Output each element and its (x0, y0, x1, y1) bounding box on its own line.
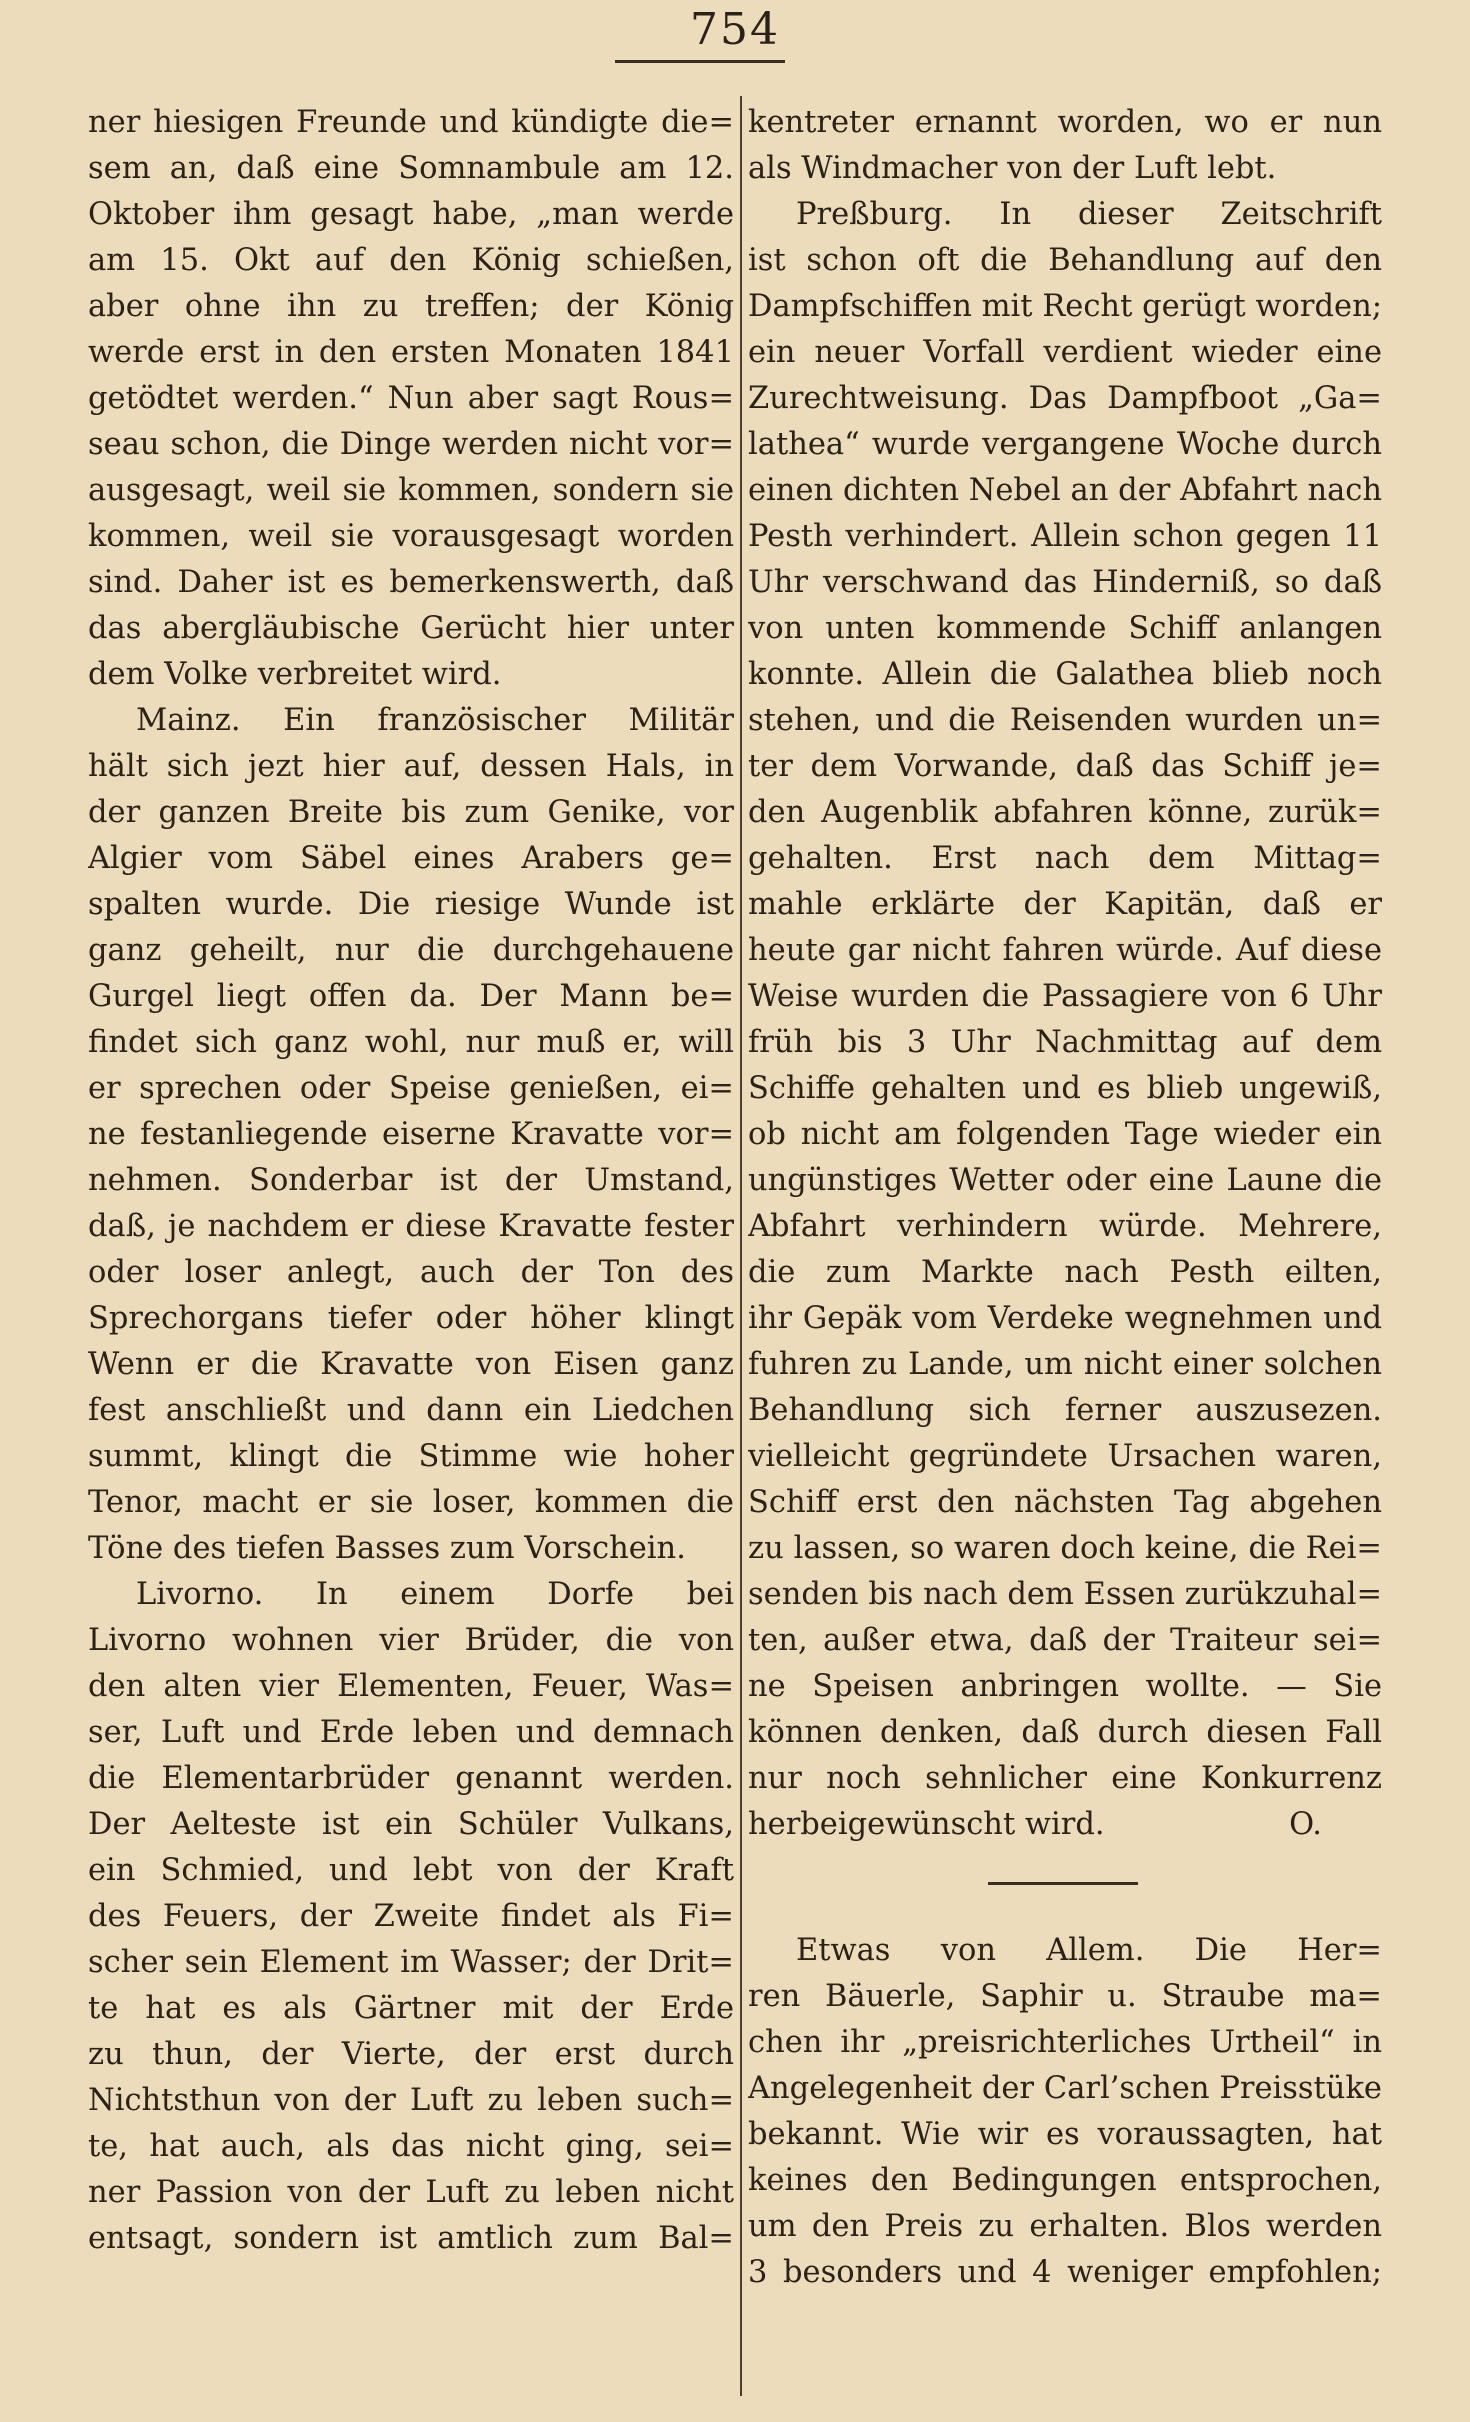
text-line: 3 besonders und 4 weniger empfohlen; (748, 2255, 1382, 2290)
text-line: ne festanliegende eiserne Kravatte vor= (88, 1117, 734, 1152)
text-line: chen ihr „preisrichterliches Urtheil“ in (748, 2025, 1382, 2060)
text-line: ausgesagt, weil sie kommen, sondern sie (88, 473, 734, 508)
text-line: ob nicht am folgenden Tage wieder ein (748, 1117, 1382, 1152)
text-line: der ganzen Breite bis zum Genike, vor (88, 795, 734, 830)
text-line: daß, je nachdem er diese Kravatte fester (88, 1209, 734, 1244)
text-line: hält sich jezt hier auf, dessen Hals, in (88, 749, 734, 784)
text-line: Töne des tiefen Basses zum Vorschein. (88, 1531, 686, 1566)
text-line: ne Speisen anbringen wollte. — Sie (748, 1669, 1382, 1704)
text-line: Behandlung sich ferner auszusezen. (748, 1393, 1382, 1428)
text-line: stehen, und die Reisenden wurden un= (748, 703, 1382, 738)
text-line: Algier vom Säbel eines Arabers ge= (88, 841, 734, 876)
text-line: zu lassen, so waren doch keine, die Rei= (748, 1531, 1382, 1566)
section-divider (748, 1848, 1382, 1894)
text-line: Mainz. Ein französischer Militär (136, 703, 734, 738)
text-line: fest anschließt und dann ein Liedchen (88, 1393, 734, 1428)
text-line: er sprechen oder Speise genießen, ei= (88, 1071, 734, 1106)
text-line: als Windmacher von der Luft lebt. (748, 151, 1277, 186)
text-line: seau schon, die Dinge werden nicht vor= (88, 427, 734, 462)
text-line: Der Aelteste ist ein Schüler Vulkans, (88, 1807, 734, 1842)
text-line: mahle erklärte der Kapitän, daß er (748, 887, 1382, 922)
text-line: scher sein Element im Wasser; der Drit= (88, 1945, 734, 1980)
text-line: Livorno. In einem Dorfe bei (136, 1577, 734, 1612)
text-line: senden bis nach dem Essen zurükzuhal= (748, 1577, 1382, 1612)
text-line: nur noch sehnlicher eine Konkurrenz (748, 1761, 1382, 1796)
text-line: Tenor, macht er sie loser, kommen die (88, 1485, 734, 1520)
text-line: keines den Bedingungen entsprochen, (748, 2163, 1382, 2198)
text-line: am 15. Okt auf den König schießen, (88, 243, 734, 278)
text-line: summt, klingt die Stimme wie hoher (88, 1439, 734, 1474)
text-line: Schiffe gehalten und es blieb ungewiß, (748, 1071, 1382, 1106)
text-line: te hat es als Gärtner mit der Erde (88, 1991, 734, 2026)
page-number: 754 (690, 4, 780, 55)
text-line: ren Bäuerle, Saphir u. Straube ma= (748, 1979, 1382, 2014)
left-column (88, 100, 734, 2262)
text-line: bekannt. Wie wir es voraussagten, hat (748, 2117, 1382, 2152)
text-line: entsagt, sondern ist amtlich zum Bal= (88, 2221, 734, 2256)
text-line: den Augenblik abfahren könne, zurük= (748, 795, 1382, 830)
text-line: die Elementarbrüder genannt werden. (88, 1761, 734, 1796)
text-line: sem an, daß eine Somnambule am 12. (88, 151, 734, 186)
text-line: Pesth verhindert. Allein schon gegen 11 (748, 519, 1382, 554)
text-line: ner hiesigen Freunde und kündigte die= (88, 105, 734, 140)
text-line: Weise wurden die Passagiere von 6 Uhr (748, 979, 1382, 1014)
text-line: sind. Daher ist es bemerkenswerth, daß (88, 565, 734, 600)
text-line: Sprechorgans tiefer oder höher klingt (88, 1301, 734, 1336)
text-line: nehmen. Sonderbar ist der Umstand, (88, 1163, 734, 1198)
right-column (748, 100, 1382, 2296)
text-line: früh bis 3 Uhr Nachmittag auf dem (748, 1025, 1382, 1060)
text-line: ter dem Vorwande, daß das Schiff je= (748, 749, 1382, 784)
text-line: vielleicht gegründete Ursachen waren, (748, 1439, 1382, 1474)
text-line: das abergläubische Gerücht hier unter (88, 611, 734, 646)
text-line: Uhr verschwand das Hinderniß, so daß (748, 565, 1382, 600)
text-line: ner Passion von der Luft zu leben nicht (88, 2175, 734, 2210)
text-line: kentreter ernannt worden, wo er nun (748, 105, 1382, 140)
text-line: konnte. Allein die Galathea blieb noch (748, 657, 1382, 692)
text-line: ungünstiges Wetter oder eine Laune die (748, 1163, 1382, 1198)
text-line: ihr Gepäk vom Verdeke wegnehmen und (748, 1301, 1382, 1336)
text-line: zu thun, der Vierte, der erst durch (88, 2037, 734, 2072)
text-line: einen dichten Nebel an der Abfahrt nach (748, 473, 1382, 508)
text-line: getödtet werden.“ Nun aber sagt Rous= (88, 381, 734, 416)
text-line: Angelegenheit der Carl’schen Preisstüke (748, 2071, 1382, 2106)
text-line: kommen, weil sie vorausgesagt worden (88, 519, 734, 554)
text-line: Wenn er die Kravatte von Eisen ganz (88, 1347, 734, 1382)
text-line: Dampfschiffen mit Recht gerügt worden; (748, 289, 1382, 324)
text-line: aber ohne ihn zu treffen; der König (88, 289, 734, 324)
text-line: ganz geheilt, nur die durchgehauene (88, 933, 734, 968)
header-rule (615, 60, 785, 63)
text-line: Nichtsthun von der Luft zu leben such= (88, 2083, 734, 2118)
text-line: Abfahrt verhindern würde. Mehrere, (748, 1209, 1382, 1244)
text-line: Oktober ihm gesagt habe, „man werde (88, 197, 734, 232)
text-line: fuhren zu Lande, um nicht einer solchen (748, 1347, 1382, 1382)
text-line: te, hat auch, als das nicht ging, sei= (88, 2129, 734, 2164)
text-line: findet sich ganz wohl, nur muß er, will (88, 1025, 734, 1060)
text-line: Livorno wohnen vier Brüder, die von (88, 1623, 734, 1658)
text-line: Etwas von Allem. Die Her= (796, 1933, 1382, 1968)
text-line: um den Preis zu erhalten. Blos werden (748, 2209, 1382, 2244)
spacer (748, 1894, 1382, 1928)
closing-line (748, 1802, 1382, 1848)
text-line: von unten kommende Schiff anlangen (748, 611, 1382, 646)
text-line: Gurgel liegt offen da. Der Mann be= (88, 979, 734, 1014)
text-line: Schiff erst den nächsten Tag abgehen (748, 1485, 1382, 1520)
text-line: ein neuer Vorfall verdient wieder eine (748, 335, 1382, 370)
text-line: heute gar nicht fahren würde. Auf diese (748, 933, 1382, 968)
text-line: oder loser anlegt, auch der Ton des (88, 1255, 734, 1290)
text-line: Zurechtweisung. Das Dampfboot „Ga= (748, 381, 1382, 416)
text-line: den alten vier Elementen, Feuer, Was= (88, 1669, 734, 1704)
text-line: lathea“ wurde vergangene Woche durch (748, 427, 1382, 462)
text-line: gehalten. Erst nach dem Mittag= (748, 841, 1382, 876)
text-line: werde erst in den ersten Monaten 1841 (88, 335, 734, 370)
signature: O. (1289, 1807, 1322, 1842)
text-line: dem Volke verbreitet wird. (88, 657, 502, 692)
closing-text: herbeigewünscht wird. (748, 1807, 1105, 1842)
text-line: ist schon oft die Behandlung auf den (748, 243, 1382, 278)
text-line: Preßburg. In dieser Zeitschrift (796, 197, 1382, 232)
column-divider (740, 96, 742, 2396)
text-line: können denken, daß durch diesen Fall (748, 1715, 1382, 1750)
text-line: ten, außer etwa, daß der Traiteur sei= (748, 1623, 1382, 1658)
text-line: spalten wurde. Die riesige Wunde ist (88, 887, 734, 922)
text-line: die zum Markte nach Pesth eilten, (748, 1255, 1382, 1290)
text-line: des Feuers, der Zweite findet als Fi= (88, 1899, 734, 1934)
text-line: ein Schmied, und lebt von der Kraft (88, 1853, 734, 1888)
text-line: ser, Luft und Erde leben und demnach (88, 1715, 734, 1750)
